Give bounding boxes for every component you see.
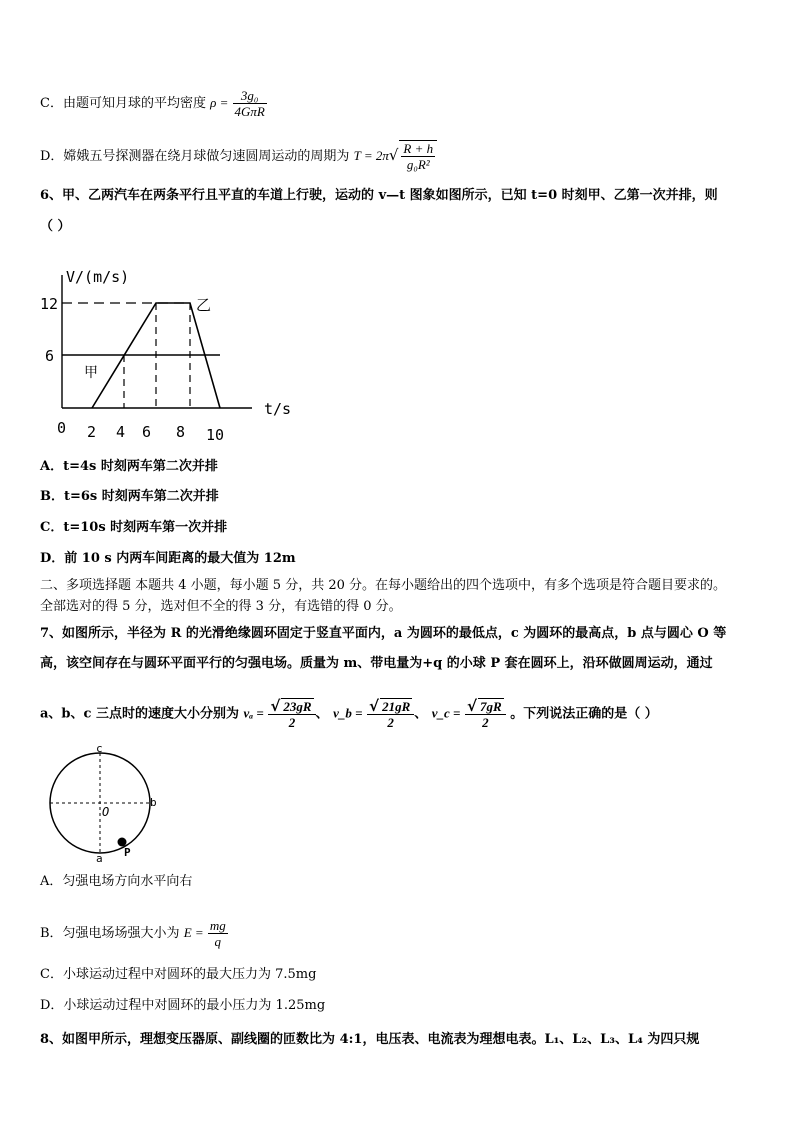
vt-x-tick-0: 0: [57, 419, 67, 437]
q7-vb-fraction: [367, 698, 414, 730]
q7-va-fraction: [268, 698, 315, 730]
vt-x-tick-8: 8: [176, 423, 186, 441]
q6-stem-line1: 6、甲、乙两汽车在两条平行且平直的车道上行驶，运动的 v—t 图象如图所示，已知 t=0 时刻甲、乙第一次并排，则: [40, 188, 718, 203]
q5-option-d: [40, 140, 437, 172]
vt-x-tick-2: 2: [87, 423, 97, 441]
q5-density-numerator: 3g₀: [233, 88, 267, 104]
q7-vb-denominator: 2: [387, 715, 394, 730]
q5-period-fraction: [401, 141, 435, 172]
vt-graph: [30, 260, 300, 445]
vt-x-tick-6: 6: [142, 423, 152, 441]
section2-line1: 二、多项选择题 本题共 4 小题，每小题 5 分，共 20 分。在每小题给出的四个选项中，有多个选项是符合题目要求的。: [40, 578, 727, 593]
q7-stem-ending: 。下列说法正确的是（ ）: [510, 706, 658, 722]
label-o: O: [102, 805, 110, 819]
q7-option-b: [40, 918, 228, 949]
q5-density-denominator: 4GπR: [234, 104, 265, 119]
q7-vb-radicand: 21gR: [382, 699, 411, 714]
q7-option-a: A．匀强电场方向水平向右: [40, 874, 193, 889]
vt-y-tick-12: 12: [40, 295, 59, 313]
q7-stem-line1: 7、如图所示，半径为 R 的光滑绝缘圆环固定于竖直平面内，a 为圆环的最低点，c 为圆环的最高点，b 点与圆心 O 等: [40, 626, 727, 641]
q7-vb-lhs: v_b =: [333, 705, 363, 721]
vt-y-tick-6: 6: [45, 347, 55, 365]
vt-y-axis-label: V/(m/s): [66, 268, 130, 286]
q7-stem-line3: a、b、c 三点时的速度大小分别为 vₐ = $\frac{√ 23gR}{2}$ 、 v_b = $\frac{√ 21gR}{2}$ 、 v_c = $\frac{√ 7gR}{2}$ 。下列说法正确的是（ ）: [40, 697, 658, 730]
q7-option-b-lhs: E =: [183, 925, 204, 940]
series-yi-label: 乙: [196, 296, 212, 314]
q7-field-denominator: q: [214, 934, 221, 949]
q7-option-c: C．小球运动过程中对圆环的最大压力为 7.5mg: [40, 967, 317, 982]
q5-option-c-text: C．由题可知月球的平均密度: [40, 96, 206, 111]
q7-vc-denominator: 2: [482, 715, 489, 730]
label-c: c: [96, 745, 103, 755]
vt-x-axis-label: t/s: [264, 400, 292, 418]
q5-option-c: [40, 88, 267, 119]
label-a: a: [96, 852, 103, 865]
q7-vc-lhs: v_c =: [431, 705, 461, 721]
q7-field-fraction: [208, 918, 228, 949]
sqrt-icon: √: [270, 697, 281, 715]
q7-vc-radicand: 7gR: [480, 699, 502, 714]
q7-va-lhs: vₐ =: [243, 705, 264, 721]
vt-x-tick-10: 10: [206, 426, 225, 444]
q5-option-c-lhs: ρ =: [210, 95, 229, 110]
q6-stem-line2: （ ）: [40, 219, 71, 234]
q5-density-fraction: [233, 88, 267, 119]
q8-stem-line1: 8、如图甲所示，理想变压器原、副线圈的匝数比为 4:1，电压表、电流表为理想电表。L₁、L₂、L₃、L₄ 为四只规: [40, 1032, 700, 1047]
q5-option-d-text: D．嫦娥五号探测器在绕月球做匀速圆周运动的周期为: [40, 149, 350, 164]
q6-option-d: D．前 10 s 内两车间距离的最大值为 12m: [40, 551, 296, 566]
label-p: P: [124, 846, 131, 859]
q7-option-d: D．小球运动过程中对圆环的最小压力为 1.25mg: [40, 998, 326, 1013]
ring-diagram: [40, 745, 190, 865]
q7-va-radicand: 23gR: [283, 699, 312, 714]
sqrt-icon: √: [467, 697, 478, 715]
series-jia-label: 甲: [84, 365, 98, 381]
q6-option-c: C．t=10s 时刻两车第一次并排: [40, 520, 228, 535]
vt-x-tick-4: 4: [116, 423, 126, 441]
q7-option-b-text: B．匀强电场场强大小为: [40, 926, 180, 941]
q7-vc-fraction: [465, 698, 506, 730]
q7-stem-line2: 高，该空间存在与圆环平面平行的匀强电场。质量为 m、带电量为+q 的小球 P 套在圆环上，沿环做圆周运动，通过: [40, 656, 713, 671]
q6-option-a: A．t=4s 时刻两车第二次并排: [40, 459, 218, 474]
sqrt-icon: √: [369, 697, 380, 715]
q7-va-denominator: 2: [288, 715, 296, 730]
q7-field-numerator: mg: [209, 918, 226, 933]
section2-line2: 全部选对的得 5 分，选对但不全的得 3 分，有选错的得 0 分。: [40, 599, 402, 614]
sqrt-icon: √: [388, 146, 399, 164]
q7-speeds-intro: a、b、c 三点时的速度大小分别为: [40, 706, 239, 722]
q5-period-numerator: R + h: [403, 141, 434, 156]
q5-option-d-lhs: T = 2π: [353, 148, 389, 163]
label-b: b: [150, 796, 157, 809]
q6-option-b: B．t=6s 时刻两车第二次并排: [40, 489, 219, 504]
q5-period-denominator: g₀R²: [406, 157, 430, 172]
